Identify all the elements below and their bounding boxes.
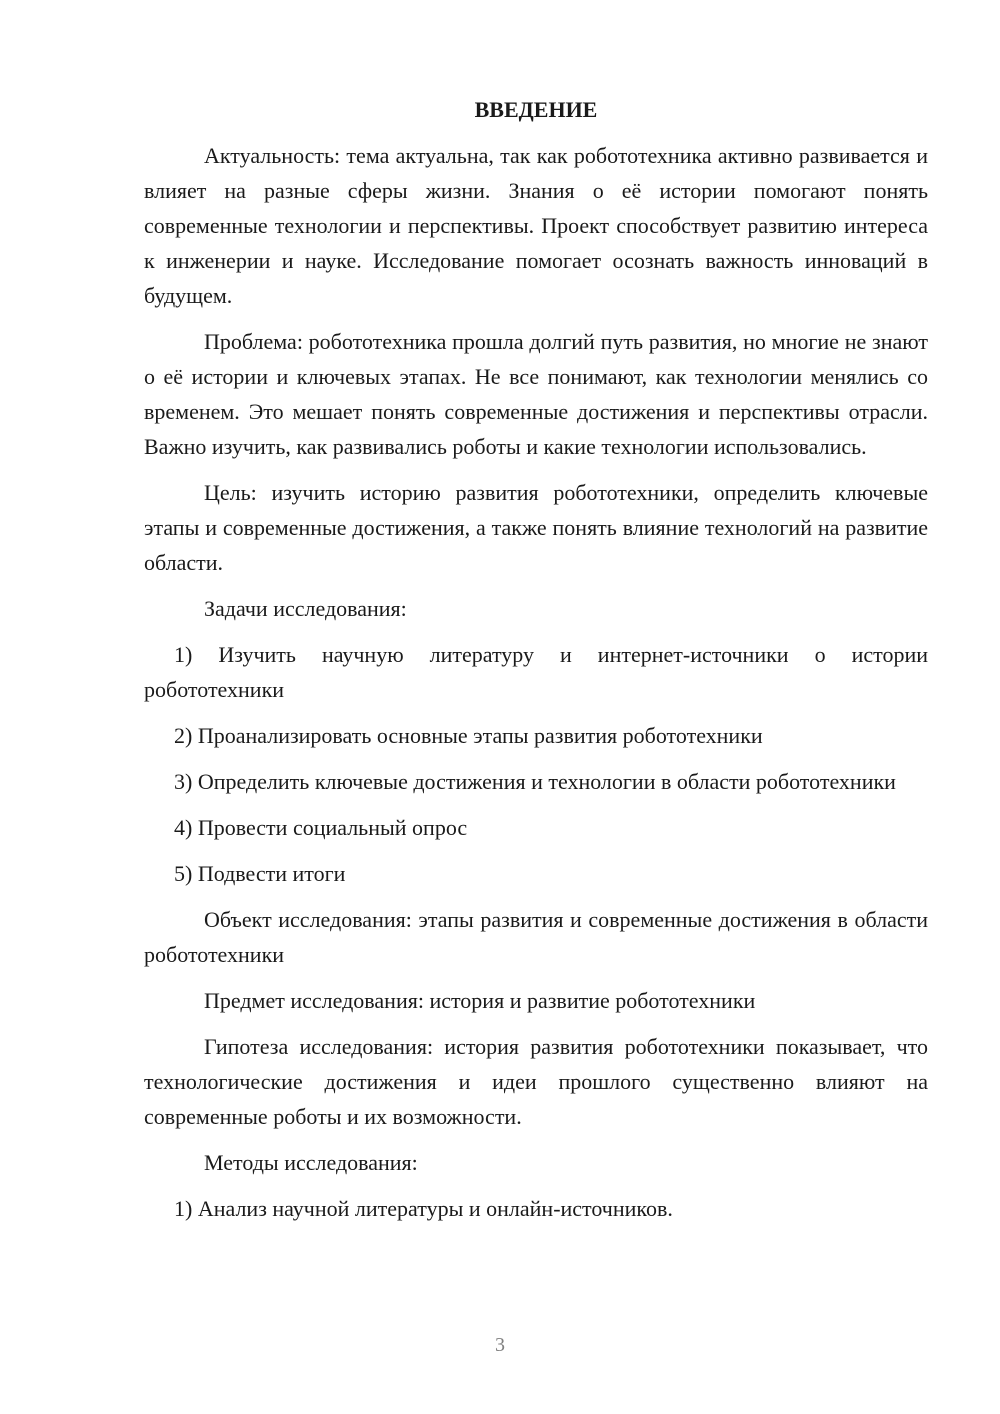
relevance-paragraph: Актуальность: тема актуальна, так как робототехника активно развивается и влияет на разные сферы жизни. Знания о её истории помогают понять современные технологии и перспективы. Проект способствует развитию интереса к инженерии и науке. Исследование помогает осознать важность инноваций в будущем.: [144, 143, 928, 308]
section-heading: ВВЕДЕНИЕ: [474, 97, 598, 122]
task-item: 4) Провести социальный опрос: [174, 815, 468, 840]
page-number: 3: [495, 1334, 505, 1356]
object-paragraph: Объект исследования: этапы развития и современные достижения в области робототехники: [144, 907, 928, 967]
subject-paragraph: Предмет исследования: история и развитие робототехники: [204, 988, 756, 1013]
methods-title: Методы исследования:: [204, 1150, 418, 1175]
hypothesis-paragraph: Гипотеза исследования: история развития робототехники показывает, что технологические достижения и идеи прошлого существенно влияют на современные роботы и их возможности.: [144, 1034, 928, 1129]
task-item: 1) Изучить научную литературу и интернет-источники о истории робототехники: [144, 642, 928, 702]
page-content: [144, 92, 928, 1237]
task-item: 3) Определить ключевые достижения и технологии в области робототехники: [174, 769, 896, 794]
method-item: 1) Анализ научной литературы и онлайн-источников.: [174, 1196, 673, 1221]
task-item: 2) Проанализировать основные этапы развития робототехники: [174, 723, 763, 748]
task-item: 5) Подвести итоги: [174, 861, 346, 886]
problem-paragraph: Проблема: робототехника прошла долгий путь развития, но многие не знают о её истории и ключевых этапах. Не все понимают, как технологии менялись со временем. Это мешает понять современные достижения и перспективы отрасли. Важно изучить, как развивались роботы и какие технологии использовались.: [144, 329, 928, 459]
goal-paragraph: Цель: изучить историю развития робототехники, определить ключевые этапы и современные достижения, а также понять влияние технологий на развитие области.: [144, 480, 928, 575]
tasks-title: Задачи исследования:: [204, 596, 407, 621]
